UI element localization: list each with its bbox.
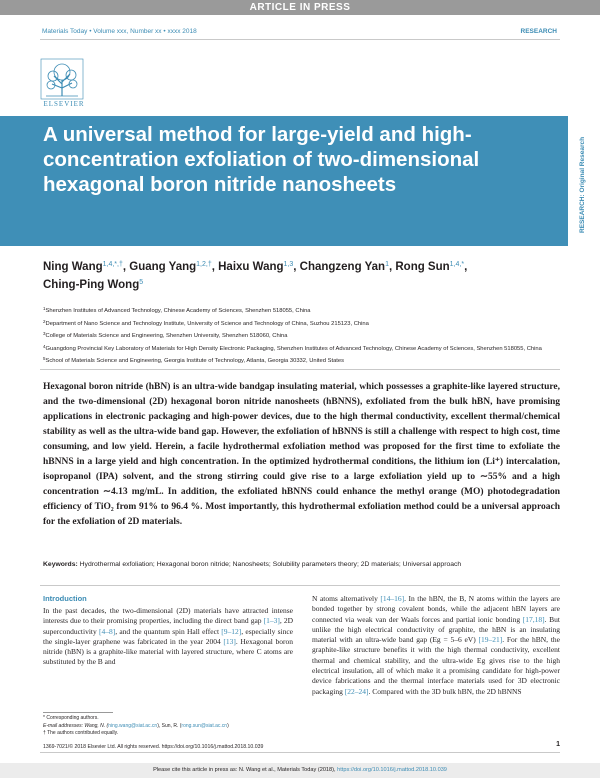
article-in-press-banner: ARTICLE IN PRESS — [0, 0, 600, 15]
citation-link[interactable]: https://doi.org/10.1016/j.mattod.2018.10.039 — [337, 767, 447, 773]
equal-contribution-note: † The authors contributed equally. — [43, 730, 119, 736]
email-label: E-mail addresses: Wang, N. ( — [43, 722, 109, 729]
journal-line: Materials Today • Volume xxx, Number xx • xxxx 2018 — [42, 28, 197, 35]
keywords-text: Hydrothermal exfoliation; Hexagonal boron nitride; Nanosheets; Solubility parameters theory; 2D materials; Universal approach — [79, 561, 462, 568]
article-title: A universal method for large-yield and high-concentration exfoliation of two-dimensional hexagonal boron nitride nanosheets — [43, 123, 480, 196]
citation-text: Please cite this article in press as: N. Wang et al., Materials Today (2018), — [153, 767, 338, 773]
citation-ref-link[interactable]: [9–12] — [221, 626, 242, 636]
author-marks: 1,3 — [283, 261, 294, 268]
affiliation-number: 1 — [43, 306, 46, 311]
email-note — [43, 723, 229, 731]
author-list: Ning Wang$^{1,4,*,\dagger}$, Guang Yang$^{1,2,\dagger}$, Haixu Wang$^{1,3}$, Changzeng Yan$^1$, Rong Sun$^{1,4,*}$, Ching-Ping Wong$^5$ — [43, 261, 468, 291]
affiliation-item — [43, 317, 553, 330]
author-marks: 1,4,*,† — [102, 261, 123, 268]
author-marks: 1,4,* — [449, 261, 465, 268]
introduction-heading: Introduction — [43, 594, 87, 603]
citation-ref-link[interactable]: [19–21] — [478, 635, 503, 645]
intro-column-left — [43, 606, 293, 668]
author-marks: 1 — [385, 261, 389, 268]
publisher-name: ELSEVIER — [43, 100, 85, 108]
body-text: , especially since the single-layer graphene was fabricated in the year 2004 — [43, 626, 293, 646]
keywords — [43, 560, 558, 570]
body-text: . In the hBN, the B, N atoms within the layers are bonded together by strong covalent bonds, while the adjacent hBN layers are connected via weak van der Waals forces and partial ionic bonding — [312, 594, 560, 624]
email-link-sun[interactable]: rong.sun@siat.ac.cn — [181, 722, 228, 729]
author-name[interactable]: Guang Yang — [129, 261, 197, 273]
author-name[interactable]: Rong Sun — [395, 261, 450, 273]
affiliation-text: School of Materials Science and Engineering, Georgia Institute of Technology, Atlanta, Georgia 30332, United States — [45, 358, 345, 364]
footnotes — [43, 715, 229, 738]
vertical-section-tag: RESEARCH: Original Research — [579, 136, 586, 233]
abstract-divider — [40, 369, 560, 370]
affiliation-text: College of Materials Science and Engineering, Shenzhen University, Shenzhen 518060, China — [45, 333, 288, 339]
affiliation-item — [43, 342, 553, 355]
copyright-line: 1369-7021/© 2018 Elsevier Ltd. All rights reserved. https://doi.org/10.1016/j.mattod.2018.10.039 — [43, 744, 264, 750]
body-text: , and the quantum spin Hall effect — [115, 626, 222, 636]
body-text: N atoms alternatively — [312, 594, 381, 603]
author-name[interactable]: Haixu Wang — [218, 261, 284, 273]
footnote-divider — [43, 712, 113, 713]
affiliation-number: 3 — [43, 331, 46, 336]
keywords-divider — [40, 585, 560, 586]
citation-ref-link[interactable]: [4–8] — [98, 626, 116, 636]
email-link-wang[interactable]: ning.wang@siat.ac.cn — [108, 722, 158, 729]
body-text: . Hexagonal boron nitride (hBN) is a graphite-like material with layered structure, where C atoms are substituted by the B and — [43, 636, 293, 667]
affiliation-list — [43, 304, 553, 367]
abstract: Hexagonal boron nitride (hBN) is an ultra-wide bandgap insulating material, which possesses a graphite-like layered structure, and the two-dimensional (2D) hexagonal boron nitride nanosheets (hBNNS), exfoliated from the bulk hBN, have promising applications in electronic packaging and high-power devices, due to the high thermal conductivity, excellent thermal/chemical stability as well as the ultra-wide band gap. However, the exfoliation of hBNNS is still a challenge with respect to high cost, time consuming, and low yield. Herein, a facile hydrothermal exfoliation method was proposed for the first time to exfoliate the hBNNS in a large yield and high concentration. In the optimized hydrothermal conditions, the lithium ion (Li⁺) intercalation, isopropanol (IPA) solvent, and the strong stirring could give rise to a large exfoliation yield up to ∼55% and a high concentration ∼4.13 mg/mL. In addition, the exfoliated hBNNS could enhance the methyl orange (MO) photodegradation efficiency of TiO₂ from 91% to 96.4 %. Most importantly, this hydrothermal exfoliation method could be a universal approach for the exfoliation of 2D materials. — [43, 382, 560, 527]
affiliation-item — [43, 354, 553, 367]
affiliation-number: 4 — [43, 343, 46, 349]
affiliation-number: 5 — [43, 356, 46, 361]
affiliation-item — [43, 304, 553, 317]
footer-divider — [40, 752, 560, 753]
body-text: . For the hBN, the graphite-like structure benefits it with the high thermal conductivity, excellent thermal and chemical stability, and the ultra-wide Eg gives rise to the high electrical insulation, all of which make it a promising candidate for high-power device fabrications and the thermal interface materials used for 3D electronic packaging — [312, 635, 560, 696]
affiliation-number: 2 — [43, 318, 46, 324]
author-name[interactable]: Changzeng Yan — [299, 261, 386, 273]
affiliation-text: Guangdong Provincial Key Laboratory of Materials for High Density Electronic Packaging, Shenzhen Institutes of Advanced Technology, Chinese Academy of Sciences, Shenzhen 518055, China — [45, 345, 542, 352]
body-text: In the past decades, the two-dimensional (2D) materials have attracted intense interests due to their promising properties, including the direct band gap — [43, 606, 293, 626]
citation-ref-link[interactable]: [22–24] — [344, 686, 369, 696]
email-close: ) — [227, 722, 229, 729]
elsevier-tree-logo — [40, 58, 84, 106]
citation-ref-link[interactable]: [13] — [223, 636, 236, 646]
body-text: . But unlike the high electrical conductivity of graphite, the hBN is an insulating material with an ultra-wide band gap (Eg = 5–6 eV) — [312, 614, 560, 645]
author-marks: 5 — [139, 279, 144, 286]
header-divider — [40, 39, 560, 40]
body-text: . Compared with the 3D bulk hBN, the 2D hBNNS — [368, 686, 522, 696]
author-name[interactable]: Ching-Ping Wong — [43, 279, 140, 291]
citation-ref-link[interactable]: [17,18] — [522, 614, 545, 624]
intro-column-right — [312, 594, 560, 697]
author-marks: 1,2,† — [196, 261, 212, 268]
section-tag: RESEARCH — [520, 28, 557, 35]
keywords-label: Keywords: — [43, 561, 78, 568]
email-separator: ), Sun, R. ( — [157, 722, 182, 729]
affiliation-item — [43, 329, 553, 342]
citation-ref-link[interactable]: [1–3] — [263, 616, 280, 626]
corresponding-note: * Corresponding authors. — [43, 715, 99, 721]
affiliation-text: Department of Nano Science and Technology Institute, University of Science and Technology of China, Suzhou 215123, China — [45, 320, 369, 327]
author-name[interactable]: Ning Wang — [43, 261, 103, 273]
body-text: , 2D superconductivity — [43, 616, 294, 636]
citation-ref-link[interactable]: [14–16] — [380, 594, 405, 603]
citation-bar — [0, 763, 600, 778]
affiliation-text: Shenzhen Institutes of Advanced Technology, Chinese Academy of Sciences, Shenzhen 518055, China — [45, 308, 311, 314]
page-number: 1 — [556, 741, 560, 748]
